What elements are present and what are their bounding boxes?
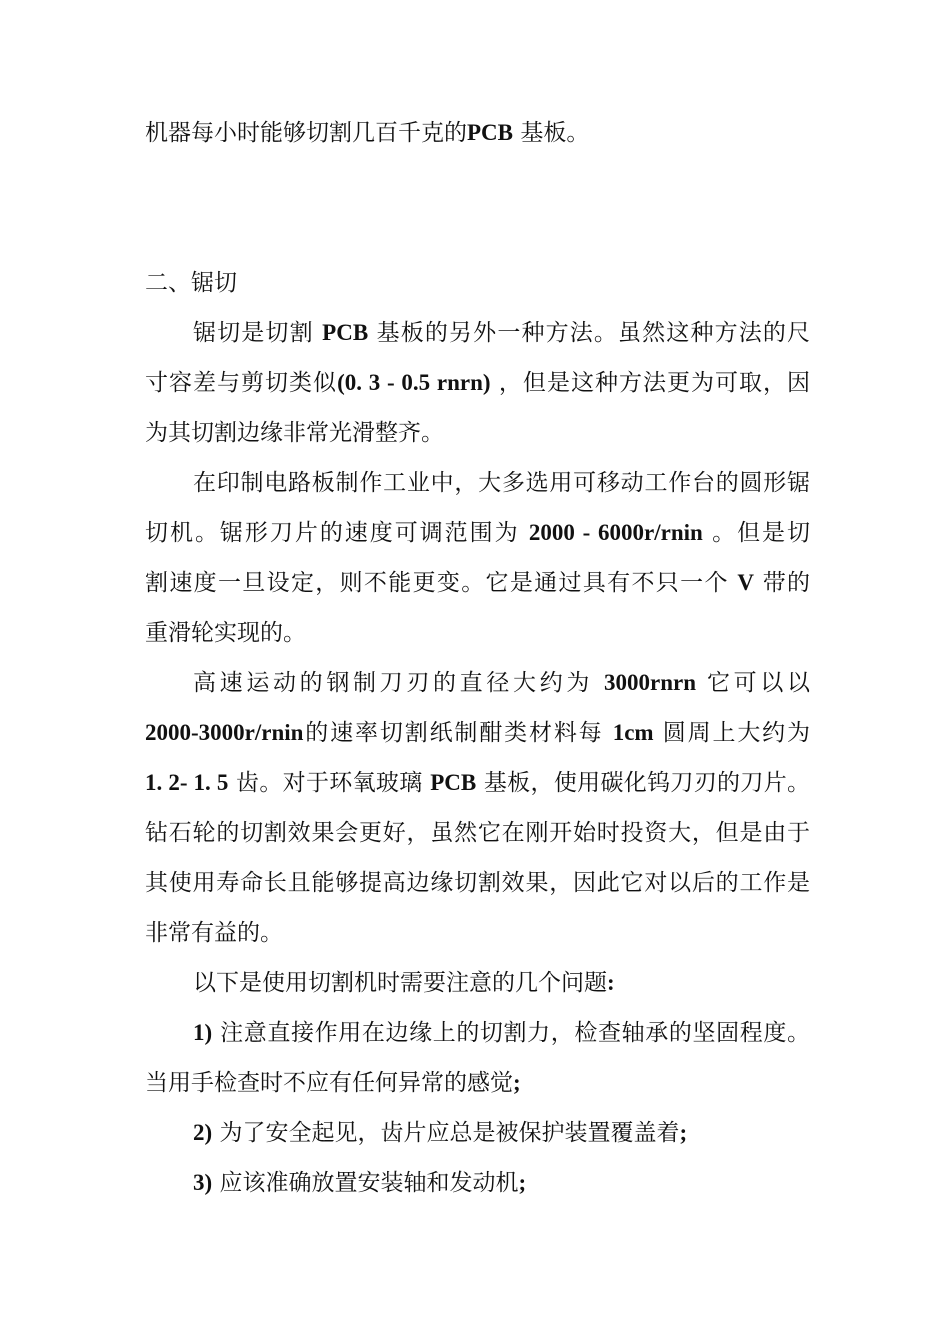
text-run: 应该准确放置安装轴和发动机 [219, 1170, 519, 1196]
text-run: 基板，使用碳化钨刀刃的刀片。 [483, 770, 811, 796]
para1-line3: 为其切割边缘非常光滑整齐。 [145, 420, 444, 446]
text-run: 机器每小时能够切割几百千克的 [145, 120, 467, 146]
list-intro [193, 968, 810, 998]
text-run: 寸容差与剪切类似 [145, 370, 338, 396]
text-run: ，但是这种方法更为可取，因 [498, 370, 811, 396]
bold-run: ; [518, 1170, 527, 1195]
list-item-1-line1 [193, 1018, 810, 1048]
text-run: 锯切是切割 [193, 320, 314, 346]
bold-run: 2000-3000r/rnin [145, 720, 304, 745]
bold-run: 2000 - 6000r/rnin [528, 520, 703, 545]
text-run: 齿。对于环氧玻璃 [236, 770, 423, 796]
list-item-3 [193, 1168, 810, 1198]
section-heading: 二、锯切 [145, 270, 237, 296]
para3-line2 [145, 718, 810, 748]
list-item-1-line2 [145, 1068, 810, 1098]
para3-line5: 其使用寿命长且能够提高边缘切割效果，因此它对以后的工作是 [145, 870, 810, 896]
para2-line3 [145, 568, 810, 598]
para1-line1 [193, 318, 810, 348]
bold-run: 3000rnrn [604, 670, 697, 695]
para2-line2 [145, 518, 810, 548]
text-run: 切机。锯形刀片的速度可调范围为 [145, 520, 520, 546]
bold-run: : [607, 970, 615, 995]
bold-run: 1cm [612, 720, 654, 745]
bold-run: PCB [430, 770, 477, 795]
intro-line [145, 118, 810, 148]
bold-run: ; [679, 1120, 688, 1145]
text-run: 高速运动的钢制刀刃的直径大约为 [193, 670, 594, 696]
text-run: 以下是使用切割机时需要注意的几个问题 [193, 970, 607, 996]
text-run: 基板。 [520, 120, 590, 146]
bold-run: ; [513, 1070, 521, 1095]
text-run: 基板的另外一种方法。虽然这种方法的尺 [376, 320, 810, 346]
text-run: 它可以以 [707, 670, 811, 696]
text-run: 注意直接作用在边缘上的切割力，检查轴承的坚固程度。 [220, 1020, 811, 1046]
text-run: 为了安全起见，齿片应总是被保护装置覆盖着 [219, 1120, 680, 1146]
para2-line4: 重滑轮实现的。 [145, 620, 306, 646]
text-run: 。但是切 [712, 520, 811, 546]
para1-line2 [145, 368, 810, 398]
text-run: 的速率切割纸制酣类材料每 [303, 720, 604, 746]
list-item-2 [193, 1118, 810, 1148]
para3-line3 [145, 768, 810, 798]
text-run: 带的 [762, 570, 811, 596]
bold-run: (0. 3 - 0.5 rnrn) [337, 370, 491, 395]
bold-run: V [737, 570, 755, 595]
para3-line6: 非常有益的。 [145, 920, 283, 946]
para2-line1: 在印制电路板制作工业中，大多选用可移动工作台的圆形锯 [193, 470, 810, 496]
text-run: 当用手检查时不应有任何异常的感觉 [145, 1070, 513, 1096]
bold-run: 1. 2- 1. 5 [145, 770, 229, 795]
list-number: 3) [193, 1170, 213, 1195]
list-number: 1) [193, 1020, 213, 1045]
para3-line1 [193, 668, 810, 698]
bold-run: PCB [467, 120, 513, 145]
text-run: 割速度一旦设定，则不能更变。它是通过具有不只一个 [145, 570, 729, 596]
list-number: 2) [193, 1120, 213, 1145]
para3-line4: 钻石轮的切割效果会更好，虽然它在刚开始时投资大，但是由于 [145, 820, 810, 846]
bold-run: PCB [322, 320, 369, 345]
text-run: 圆周上大约为 [662, 720, 811, 746]
